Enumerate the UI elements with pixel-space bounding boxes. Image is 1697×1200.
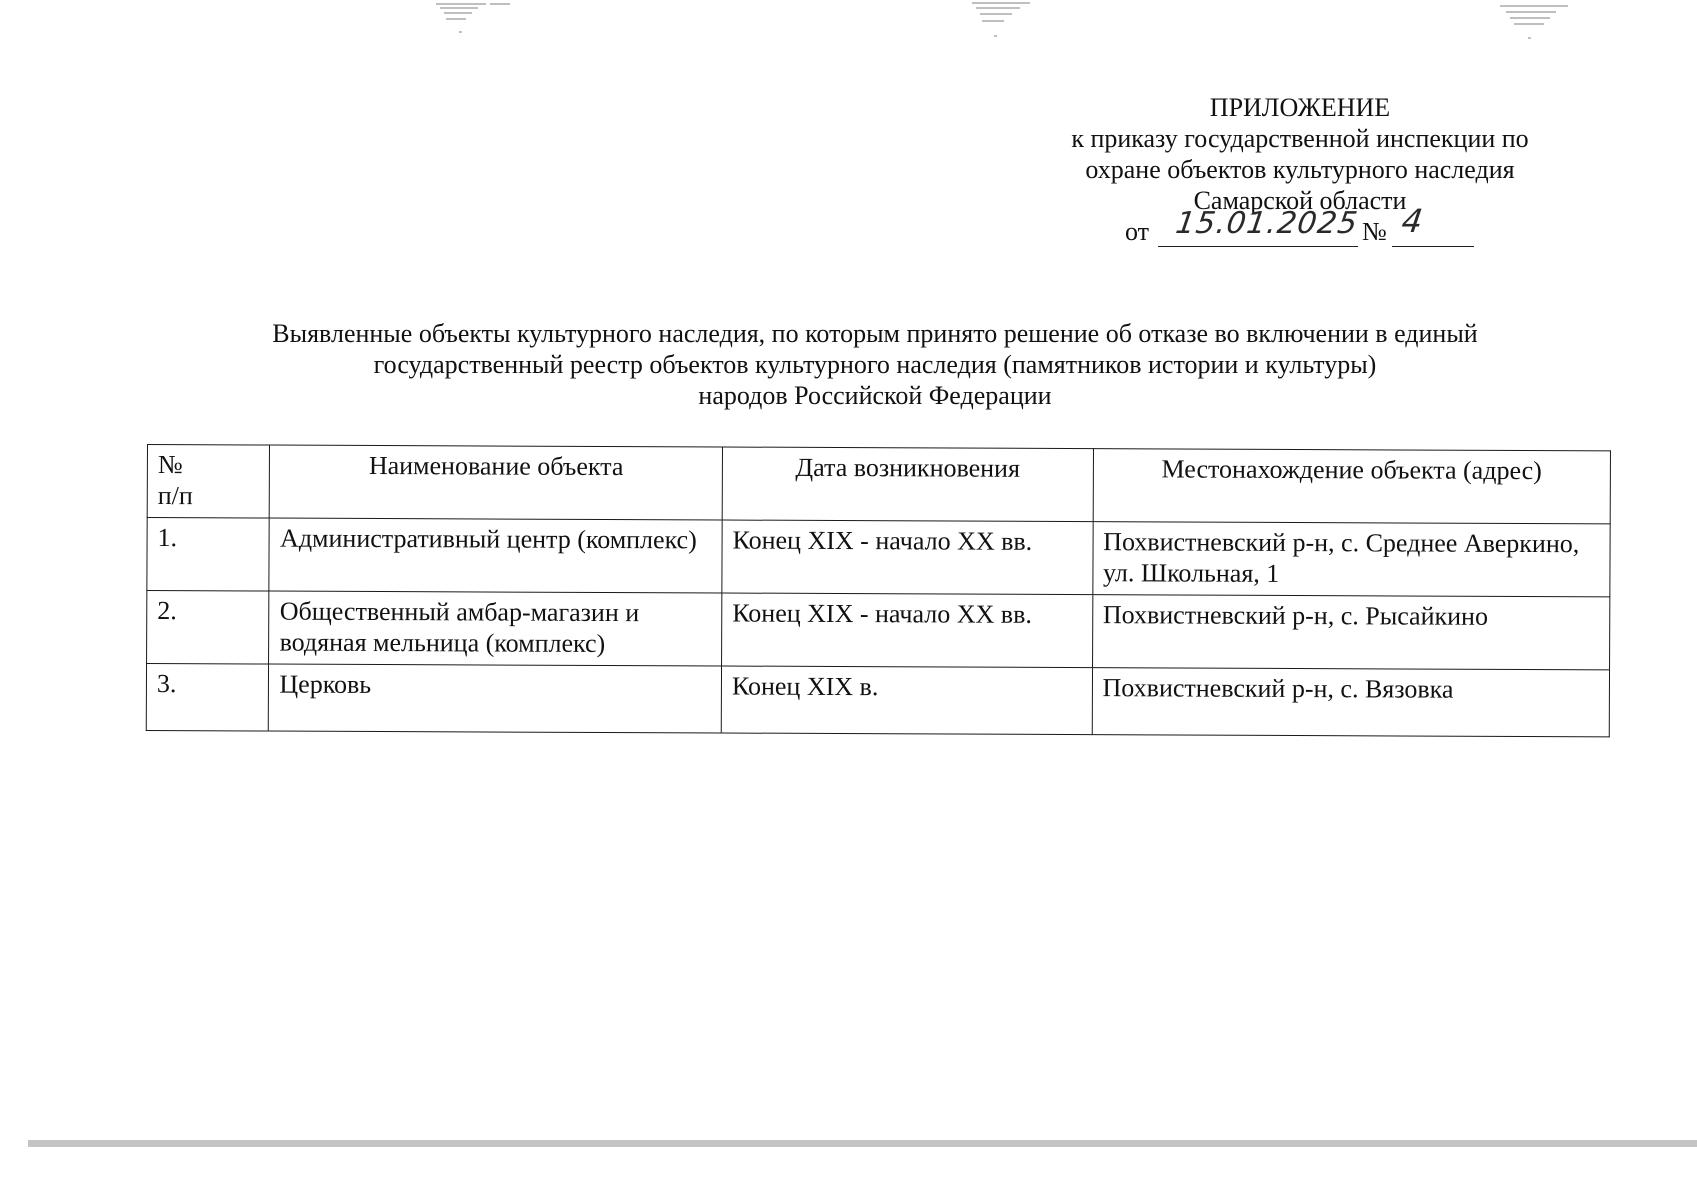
order-number-handwritten: 4 [1399, 202, 1426, 240]
table-row [147, 518, 1610, 597]
row-number: 2. [147, 591, 270, 665]
row-number: 3. [146, 664, 269, 732]
row-address: Похвистневский р-н, с. Рысайкино [1092, 595, 1610, 670]
row-name: Церковь [269, 664, 722, 733]
order-from-label: от [1125, 217, 1150, 246]
header-number-line1: № [157, 450, 183, 480]
table-row [147, 591, 1610, 670]
row-date: Конец XIX - начало XX вв. [722, 593, 1093, 668]
order-number-label: № [1362, 217, 1387, 246]
scan-bottom-edge [28, 1140, 1697, 1147]
header-number-line2: п/п [157, 481, 193, 511]
table-header-row [147, 445, 1610, 524]
heritage-objects-table [146, 444, 1611, 737]
order-date-handwritten: 15.01.2025 [1173, 206, 1361, 241]
row-address: Похвистневский р-н, с. Среднее Аверкино, ул. Школьная, 1 [1092, 522, 1610, 597]
row-number: 1. [147, 518, 270, 592]
order-reference [1020, 202, 1580, 252]
header-address: Местонахождение объекта (адрес) [1093, 449, 1611, 524]
appendix-title: ПРИЛОЖЕНИЕ [1209, 93, 1391, 122]
appendix-line-1: к приказу государственной инспекции по [1071, 124, 1529, 153]
appendix-line-3: Самарской области [1193, 186, 1407, 215]
appendix-line-2: охране объектов культурного наследия [1085, 155, 1515, 184]
row-date: Конец XIX в. [721, 666, 1092, 735]
row-date: Конец XIX - начало XX вв. [722, 520, 1093, 595]
scan-header-marks [0, 0, 1697, 40]
heading-line-2: государственный реестр объектов культурного наследия (памятников истории и культуры) [373, 350, 1377, 379]
document-heading [150, 318, 1600, 411]
order-date-field [1158, 206, 1361, 247]
row-name: Общественный амбар-магазин и водяная мельница (комплекс) [269, 591, 722, 666]
row-address: Похвистневский р-н, с. Вязовка [1092, 668, 1610, 737]
row-name: Административный центр (комплекс) [269, 518, 722, 593]
header-name: Наименование объекта [270, 445, 723, 520]
order-number-field [1392, 202, 1474, 247]
table-row [146, 664, 1609, 737]
header-date: Дата возникновения [722, 447, 1093, 522]
appendix-block [1020, 92, 1580, 252]
heading-line-3: народов Российской Федерации [698, 381, 1052, 410]
header-number [147, 445, 270, 519]
heading-line-1: Выявленные объекты культурного наследия, по которым принято решение об отказе во включении в единый [272, 319, 1478, 348]
